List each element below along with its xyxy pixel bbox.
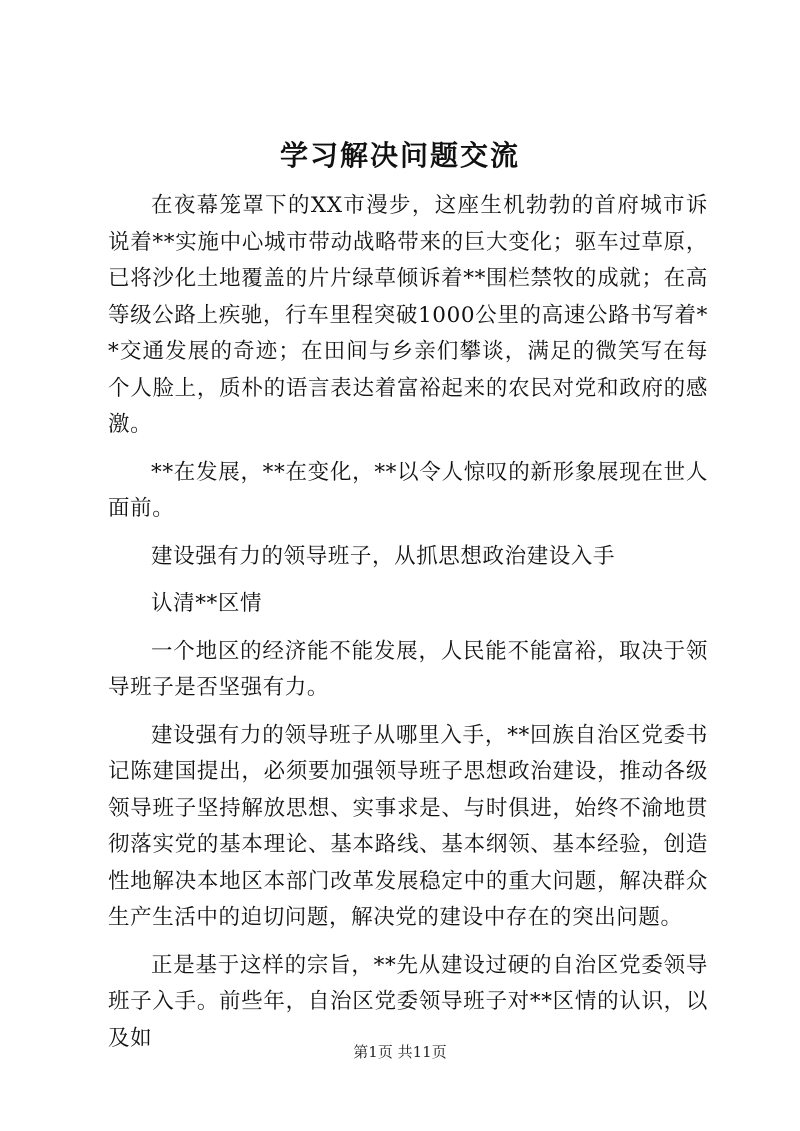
section-heading-2: 认清**区情 bbox=[151, 591, 263, 616]
paragraph-4: 建设强有力的领导班子从哪里入手，**回族自治区党委书记陈建国提出，必须要加强领导班子思想政治建设，推动各级领导班子坚持解放思想、实事求是、与时俱进，始终不渝地贯彻落实党的基本理论、基本路线、基本纲领、基本经验，创造性地解决本地区本部门改革发展稳定中的重大问题，解决群众生产生活中的迫切问题，解决党的建设中存在的突出问题。 bbox=[108, 722, 708, 930]
paragraph-5: 正是基于这样的宗旨，**先从建设过硬的自治区党委领导班子入手。前些年，自治区党委领导班子对**区情的认识，以及如 bbox=[108, 952, 708, 1051]
document-title: 学习解决问题交流 bbox=[279, 139, 520, 172]
page-footer: 第1页 共11页 bbox=[353, 1043, 447, 1061]
document-body bbox=[108, 188, 708, 1068]
paragraph-1: 在夜幕笼罩下的XX市漫步，这座生机勃勃的首府城市诉说着**实施中心城市带动战略带来的巨大变化；驱车过草原，已将沙化土地覆盖的片片绿草倾诉着**围栏禁牧的成就；在高等级公路上疾驰，行车里程突破1000公里的高速公路书写着**交通发展的奇迹；在田间与乡亲们攀谈，满足的微笑写在每个人脸上，质朴的语言表达着富裕起来的农民对党和政府的感激。 bbox=[108, 193, 708, 437]
paragraph-3: 一个地区的经济能不能发展，人民能不能富裕，取决于领导班子是否坚强有力。 bbox=[108, 638, 708, 700]
paragraph-2: **在发展，**在变化，**以令人惊叹的新形象展现在世人面前。 bbox=[108, 459, 708, 521]
section-heading-1: 建设强有力的领导班子，从抓思想政治建设入手 bbox=[151, 543, 616, 569]
